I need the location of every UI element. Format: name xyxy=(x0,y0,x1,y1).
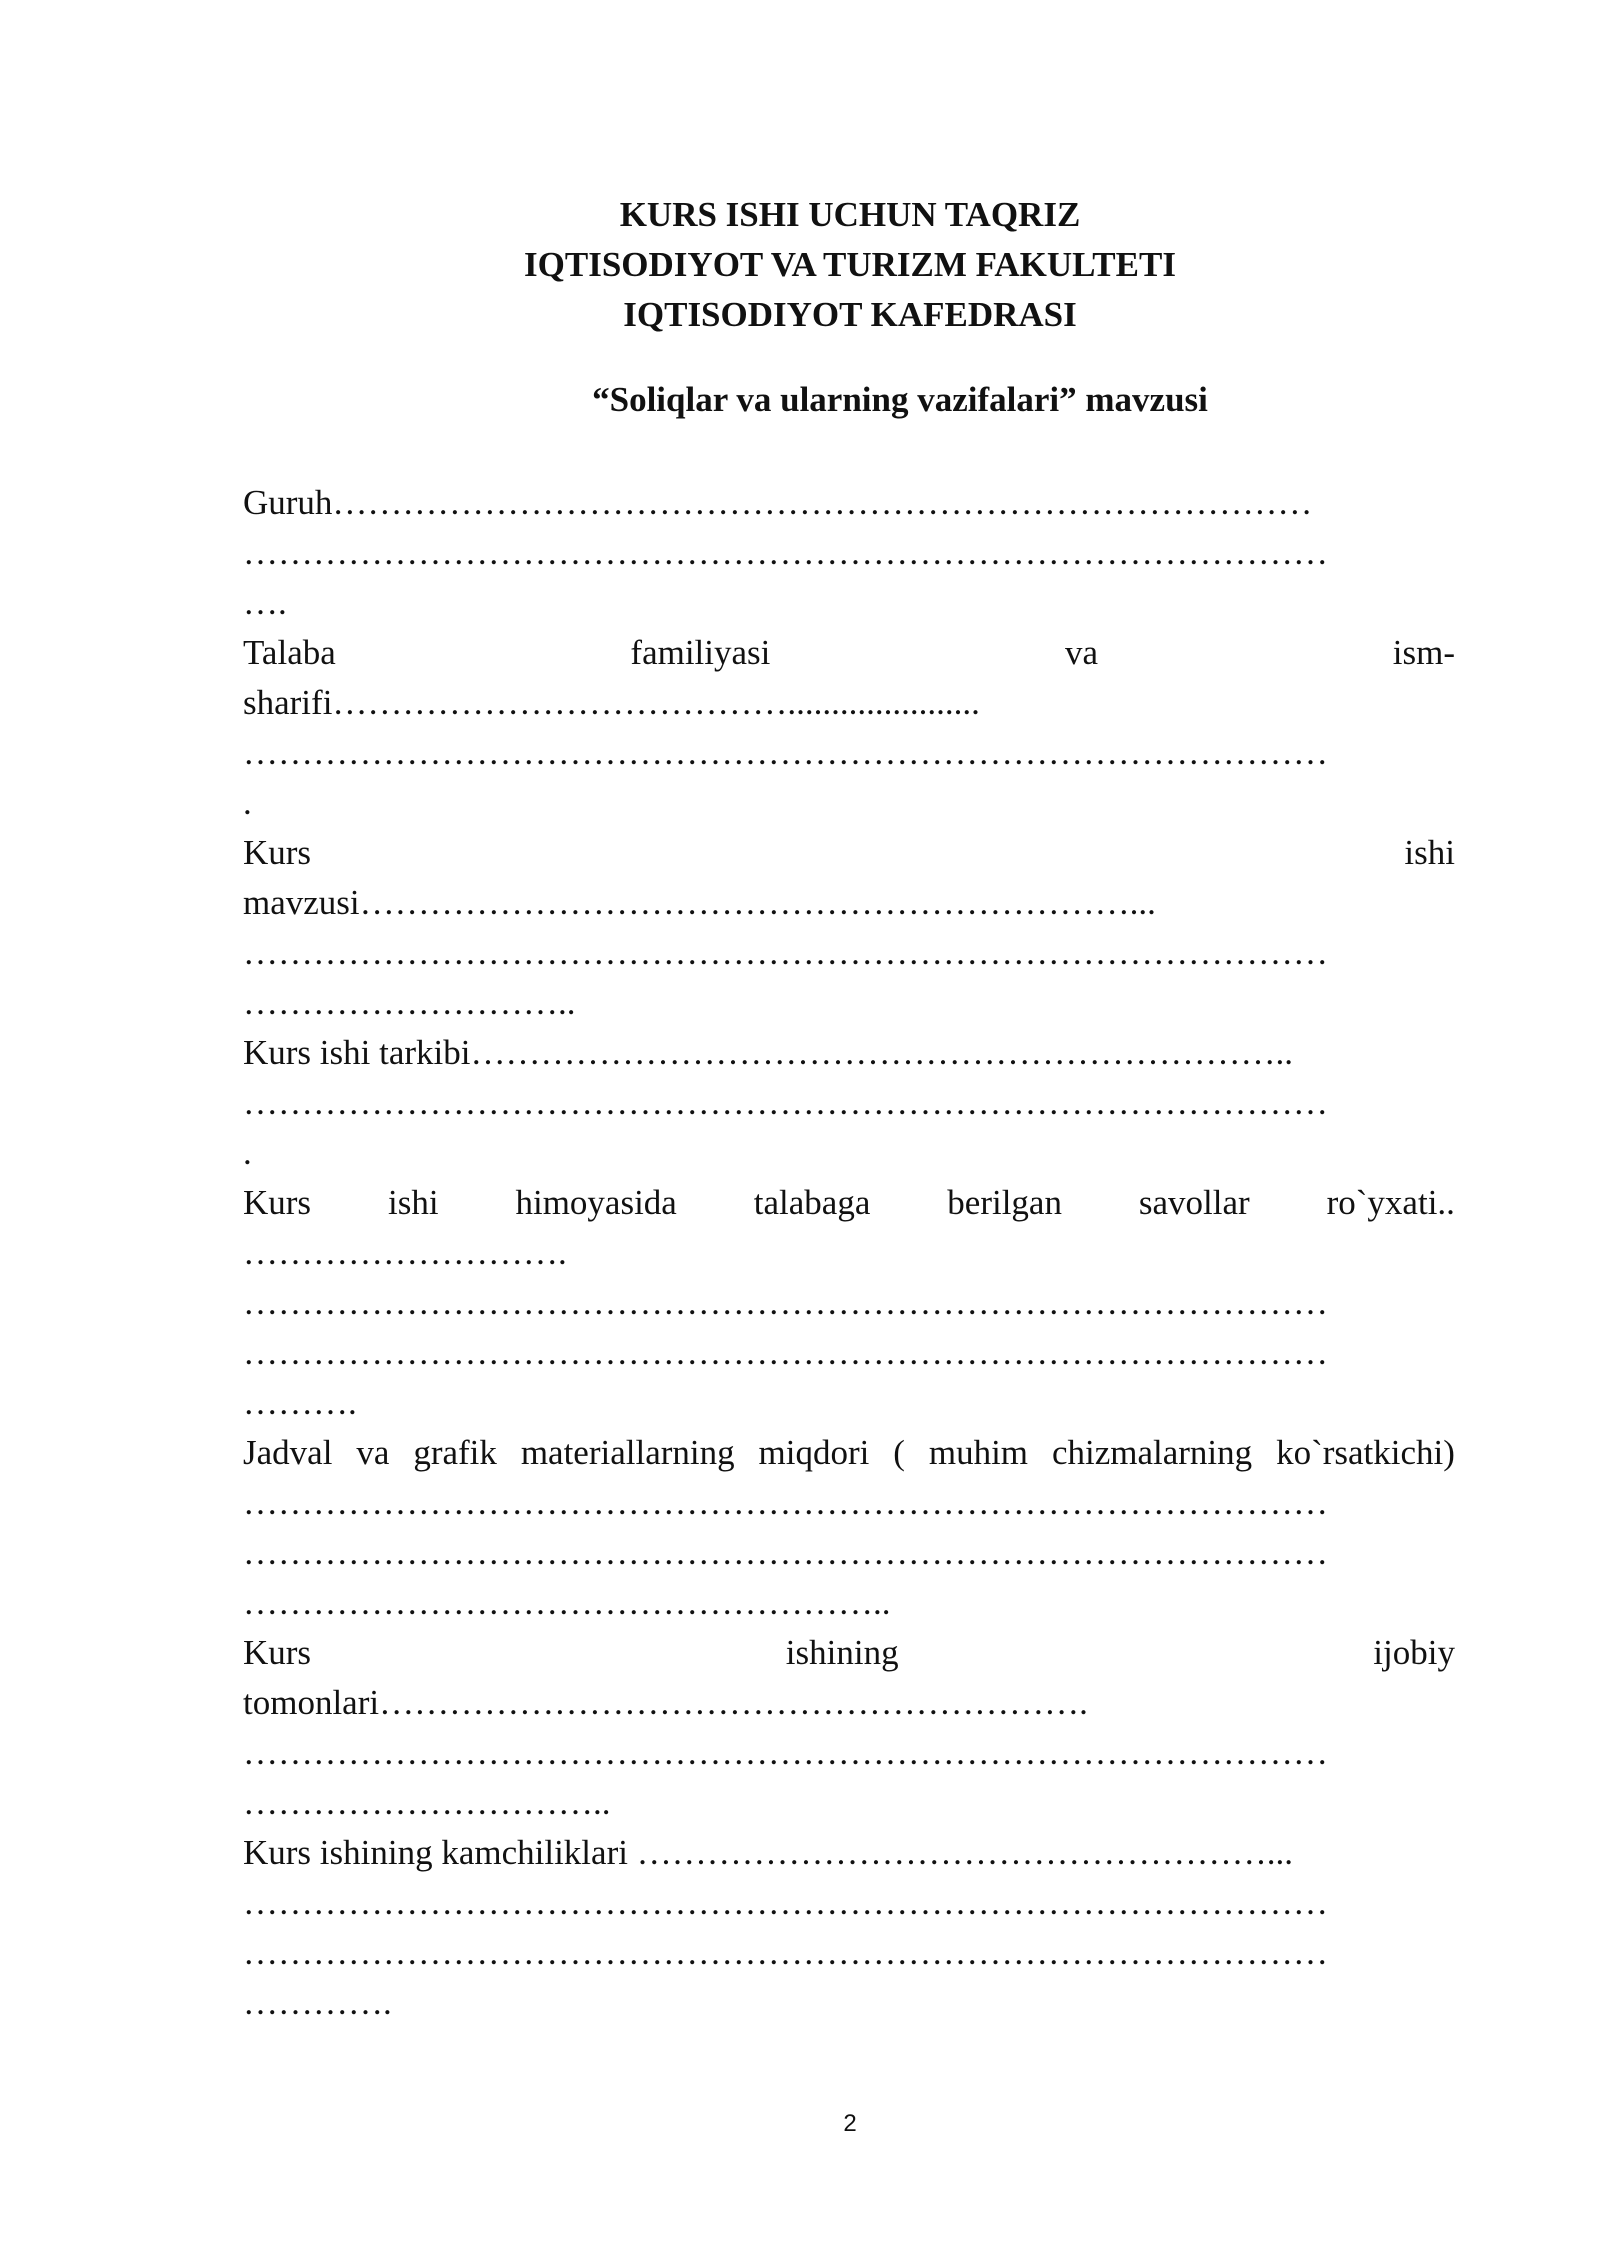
ijobiy-word: ijobiy xyxy=(1373,1633,1455,1672)
savollar-line-3: ………………………………………………………………………………… xyxy=(243,1283,1328,1322)
heading-line-2: IQTISODIYOT VA TURIZM FAKULTETI xyxy=(524,245,1176,284)
jadval-line-2: ………………………………………………………………………………… xyxy=(243,1483,1328,1522)
document-heading xyxy=(0,190,1600,340)
ijobiy-line-2: tomonlari……………………………………………………. xyxy=(243,1683,1088,1722)
jadval-word: ko`rsatkichi) xyxy=(1276,1433,1455,1472)
kamchilik-line-2: ………………………………………………………………………………… xyxy=(243,1883,1328,1922)
talaba-word: va xyxy=(1065,633,1099,672)
mavzu-word: Kurs xyxy=(243,833,312,872)
kamchilik-line-3: ………………………………………………………………………………… xyxy=(243,1933,1328,1972)
mavzu-line-4: ……………………….. xyxy=(243,983,576,1022)
ijobiy-label-line xyxy=(243,1628,1455,1678)
jadval-word: va xyxy=(356,1433,390,1472)
jadval-label-line xyxy=(243,1428,1455,1478)
heading-line-3: IQTISODIYOT KAFEDRASI xyxy=(623,295,1077,334)
savollar-label-line xyxy=(243,1178,1455,1228)
savollar-line-2: ………………………. xyxy=(243,1233,567,1272)
mavzu-line-2: mavzusi…………………………………………………………... xyxy=(243,883,1156,922)
talaba-word: familiyasi xyxy=(630,633,771,672)
mavzu-label-line xyxy=(243,828,1455,878)
jadval-line-4: ……………………………………………….. xyxy=(243,1583,891,1622)
savollar-word: talabaga xyxy=(753,1183,871,1222)
kamchilik-line-1: Kurs ishining kamchiliklari ………………………………………………... xyxy=(243,1833,1293,1872)
review-form xyxy=(243,478,1455,2028)
savollar-word: Kurs xyxy=(243,1183,312,1222)
tarkib-line-3: . xyxy=(243,1133,252,1172)
tarkib-line-2: ………………………………………………………………………………… xyxy=(243,1083,1328,1122)
savollar-word: ro`yxati.. xyxy=(1326,1183,1455,1222)
talaba-line-4: . xyxy=(243,783,252,822)
savollar-line-5: ………. xyxy=(243,1383,357,1422)
ijobiy-line-4: ………………………….. xyxy=(243,1783,611,1822)
guruh-line-2: ………………………………………………………………………………… xyxy=(243,533,1328,572)
savollar-line-4: ………………………………………………………………………………… xyxy=(243,1333,1328,1372)
ijobiy-word: Kurs xyxy=(243,1633,312,1672)
talaba-word: Talaba xyxy=(243,633,336,672)
tarkib-line-1: Kurs ishi tarkibi…………………………………………………………….. xyxy=(243,1033,1293,1072)
savollar-word: himoyasida xyxy=(515,1183,677,1222)
talaba-label-line xyxy=(243,628,1455,678)
heading-line-1: KURS ISHI UCHUN TAQRIZ xyxy=(619,195,1081,234)
page-number: 2 xyxy=(843,2110,857,2137)
jadval-line-3: ………………………………………………………………………………… xyxy=(243,1533,1328,1572)
talaba-word: ism- xyxy=(1392,633,1455,672)
ijobiy-word: ishining xyxy=(785,1633,899,1672)
jadval-word: materiallarning xyxy=(520,1433,735,1472)
savollar-word: savollar xyxy=(1138,1183,1250,1222)
topic-title: “Soliqlar va ularning vazifalari” mavzusi xyxy=(592,380,1208,419)
jadval-word: grafik xyxy=(413,1433,497,1472)
talaba-line-2: sharifi…………………………………...................... xyxy=(243,683,980,722)
jadval-word: muhim xyxy=(928,1433,1029,1472)
ijobiy-line-3: ………………………………………………………………………………… xyxy=(243,1733,1328,1772)
savollar-word: berilgan xyxy=(947,1183,1062,1222)
jadval-word: miqdori xyxy=(758,1433,870,1472)
jadval-word: chizmalarning xyxy=(1051,1433,1253,1472)
mavzu-word: ishi xyxy=(1404,833,1455,872)
jadval-word: Jadval xyxy=(243,1433,333,1472)
guruh-line-3: …. xyxy=(243,583,287,622)
guruh-line-1: Guruh………………………………………………………………………… xyxy=(243,483,1313,522)
talaba-line-3: ………………………………………………………………………………… xyxy=(243,733,1328,772)
jadval-word: ( xyxy=(893,1433,905,1472)
mavzu-line-3: ………………………………………………………………………………… xyxy=(243,933,1328,972)
kamchilik-line-4: …………. xyxy=(243,1983,392,2022)
savollar-word: ishi xyxy=(387,1183,439,1222)
